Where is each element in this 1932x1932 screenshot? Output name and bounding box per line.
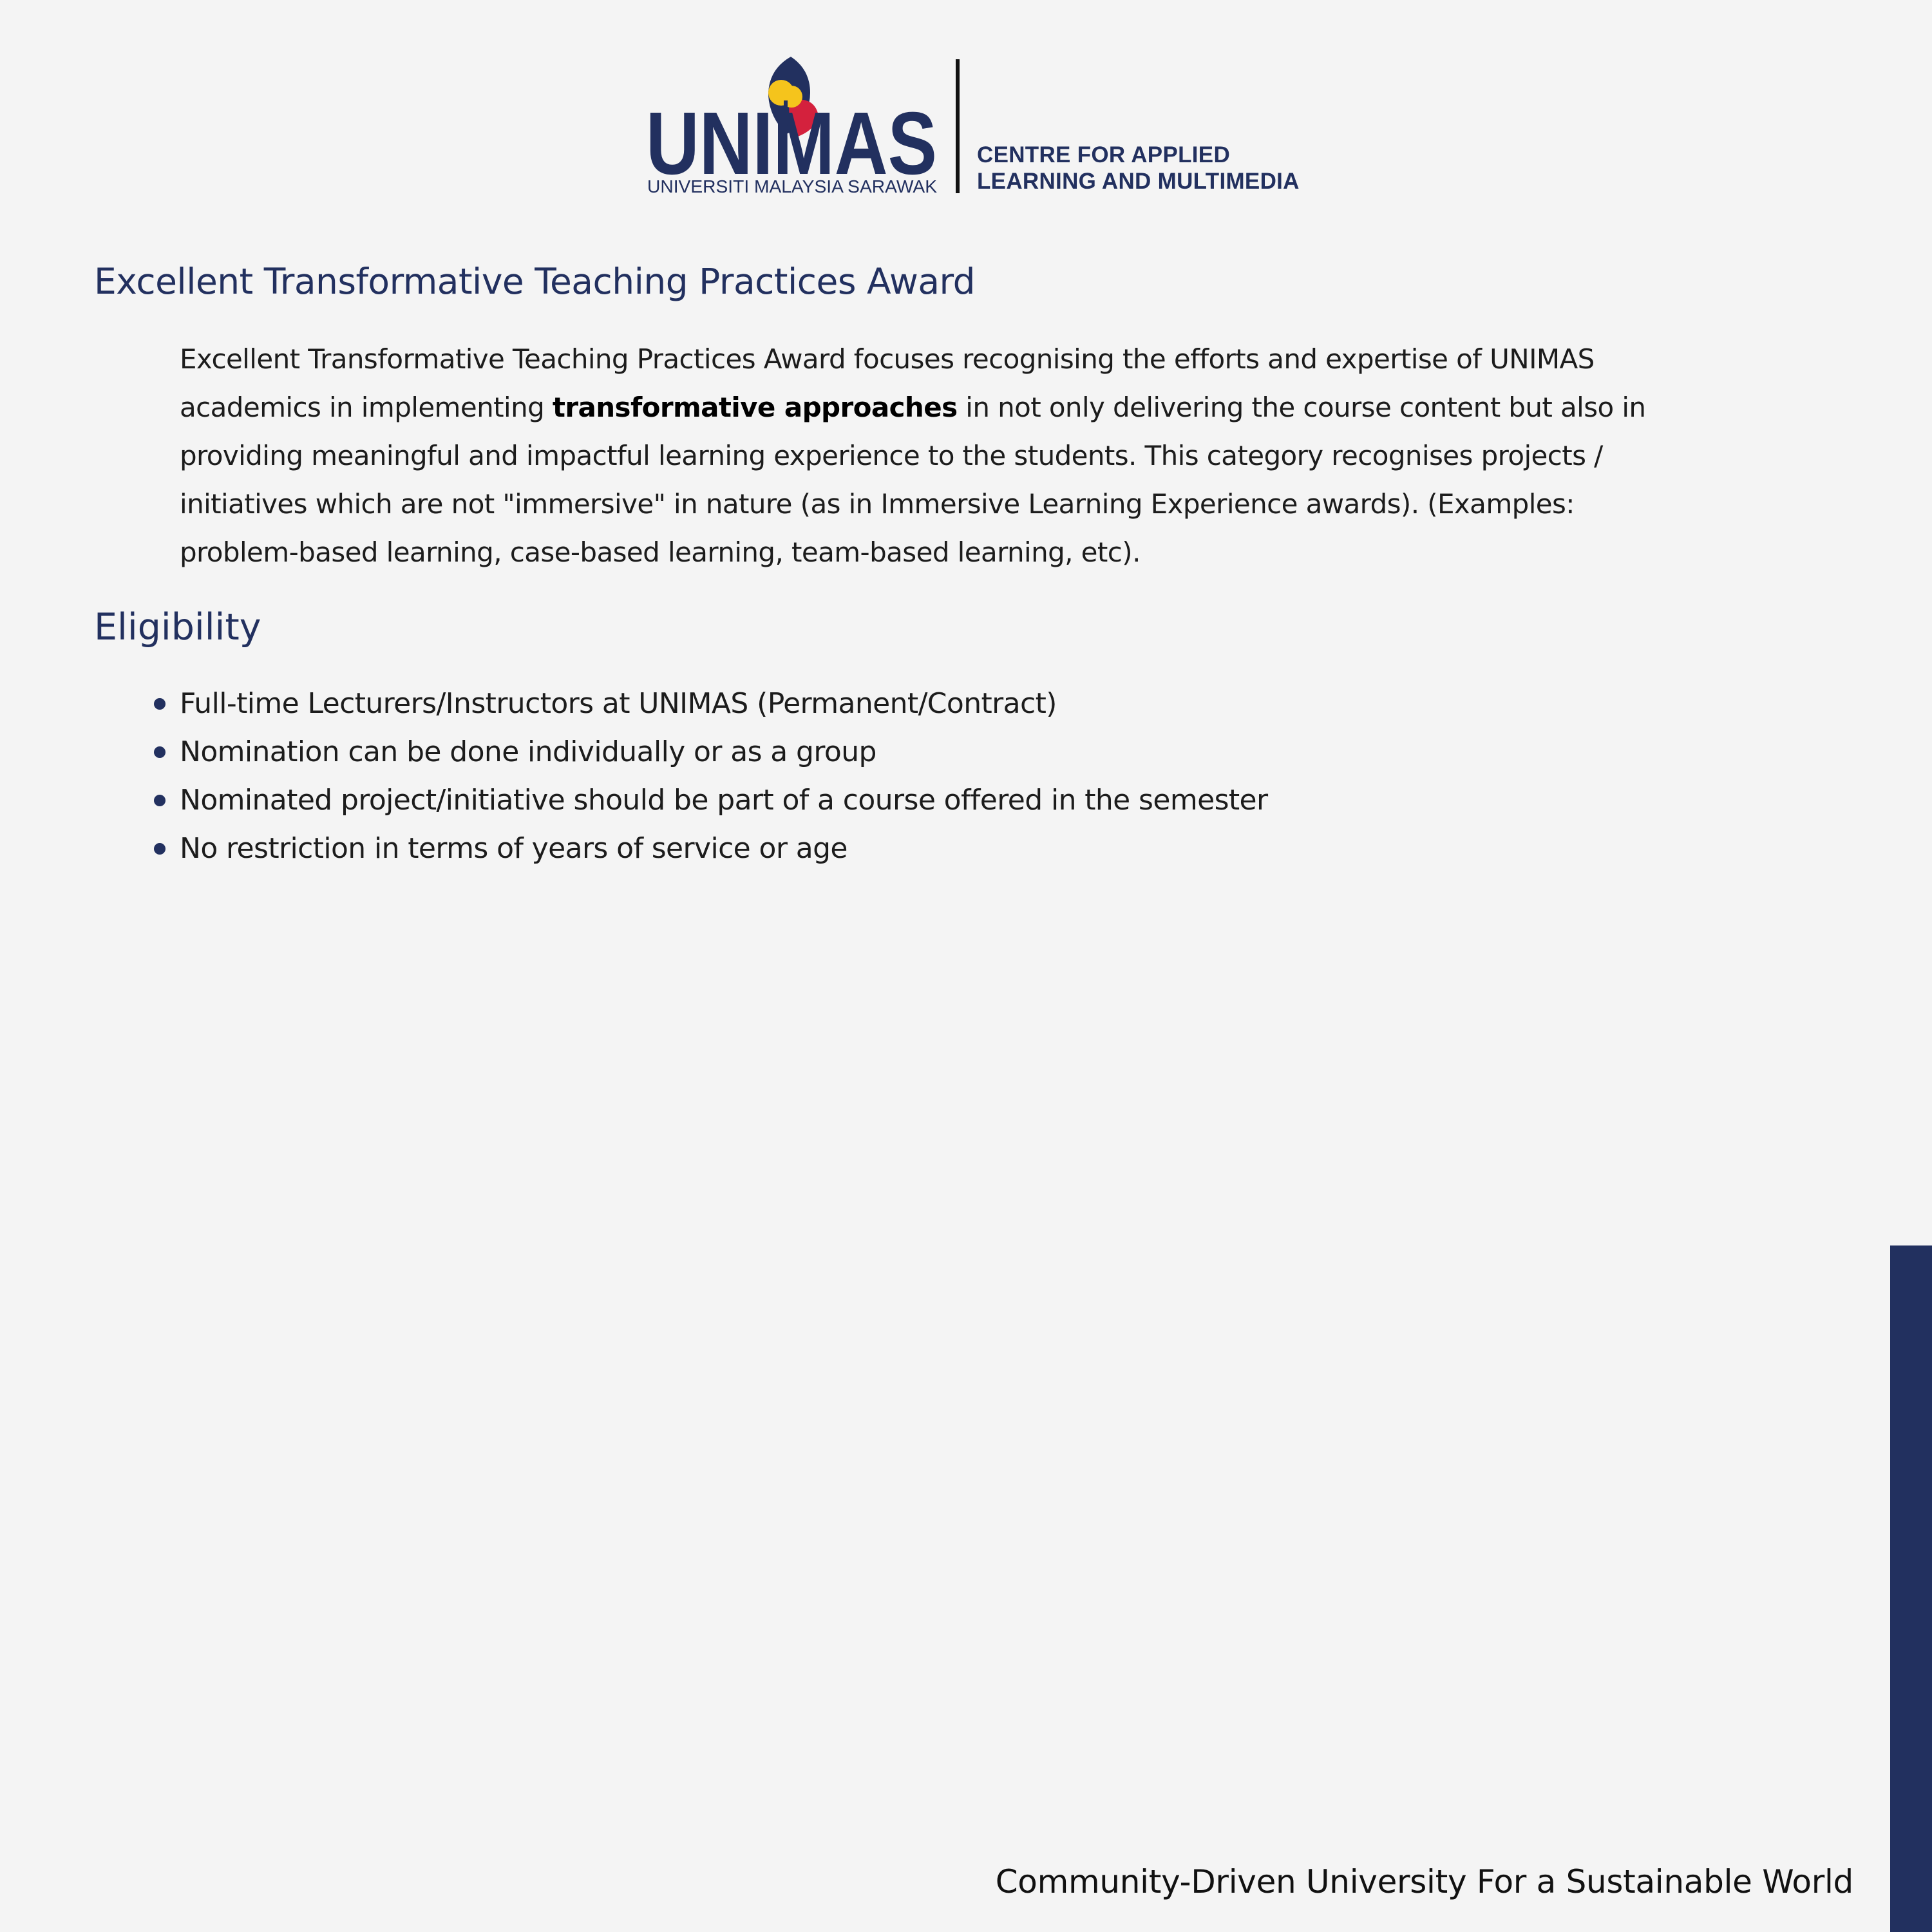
centre-name-line1: CENTRE FOR APPLIED [977,142,1231,167]
description-text: in not only delivering the course content but also in [957,392,1646,423]
eligibility-heading: Eligibility [94,606,261,649]
logo-subtitle: UNIVERSITI MALAYSIA SARAWAK [647,176,938,196]
list-item-text: Nominated project/initiative should be part of a course offered in the semester [180,784,1268,817]
list-item [180,776,1268,824]
list-item [180,679,1268,728]
description-line: initiatives which are not "immersive" in nature (as in Immersive Learning Experience awards). (Examples: [180,488,1575,520]
header-logo [646,55,1300,197]
bullet-icon [154,746,166,758]
list-item [180,728,1268,776]
description-line: providing meaningful and impactful learning experience to the students. This category recognises projects / [180,440,1603,471]
unimas-logo [646,55,942,197]
description-bold-phrase: transformative approaches [552,392,958,423]
eligibility-list [180,679,1268,873]
award-description [180,335,1751,576]
list-item-text: No restriction in terms of years of service or age [180,832,848,865]
list-item [180,824,1268,873]
bullet-icon [154,698,166,710]
footer-tagline: Community-Driven University For a Sustainable World [995,1863,1853,1900]
centre-name-line2: LEARNING AND MULTIMEDIA [977,169,1300,194]
award-heading: Excellent Transformative Teaching Practices Award [94,261,976,302]
description-line [180,383,1751,431]
side-accent-bar [1890,1245,1932,1932]
bullet-icon [154,843,166,855]
logo-name: UNIMAS [646,94,937,193]
logo-divider [956,59,960,193]
list-item-text: Full-time Lecturers/Instructors at UNIMAS (Permanent/Contract) [180,687,1057,720]
bullet-icon [154,795,166,806]
description-line: Excellent Transformative Teaching Practices Award focuses recognising the efforts and expertise of UNIMAS [180,343,1595,375]
description-line: problem-based learning, case-based learning, team-based learning, etc). [180,536,1141,568]
description-text: academics in implementing [180,392,553,423]
list-item-text: Nomination can be done individually or as a group [180,735,876,768]
centre-name [977,142,1300,194]
